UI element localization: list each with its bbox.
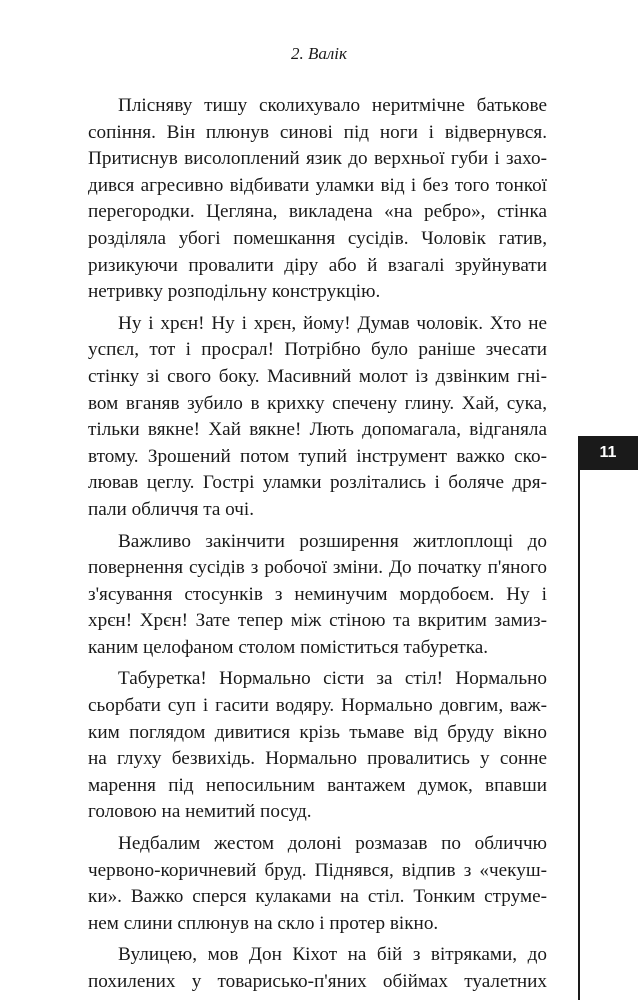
body-text: [88, 93, 547, 1001]
text-line: похилених у товарисько-п'яних обіймах туалетних: [88, 971, 547, 992]
text-line: дився агресивно відбивати уламки від і без того тонкої: [88, 174, 547, 196]
text-line: червоно-коричневий бруд. Піднявся, відпив з «чекуш-: [88, 859, 547, 881]
text-line: Притиснув висолоплений язик до верхньої губи і захо-: [88, 148, 547, 170]
text-line: тільки вякне! Хай вякне! Лють допомагала, відганяла: [88, 419, 547, 441]
text-line: нем слини сплюнув на скло і протер вікно.: [88, 912, 439, 934]
text-line: вом вганяв зубило в крихку спечену глину. Хай, сука,: [88, 392, 547, 414]
text-line: успєл, тот і просрал! Потрібно було раніше зчесати: [88, 339, 547, 361]
text-line: перегородки. Цегляна, викладена «на ребро», стінка: [88, 201, 547, 223]
text-line: лював цеглу. Гострі уламки розлітались і боляче дря-: [88, 472, 547, 494]
text-line: ким поглядом дивитися крізь тьмаве від бруду вікно: [88, 721, 547, 743]
running-header: 2. Валік: [291, 44, 347, 63]
paragraph: [88, 666, 547, 826]
text-line: Ну і хрєн! Ну і хрєн, йому! Думав чоловік. Хто не: [118, 312, 547, 334]
margin-rule: [578, 470, 580, 1000]
text-line: каним целофаном столом поміститься табуретка.: [88, 636, 489, 658]
text-line: ризикуючи провалити діру або й взагалі зруйнувати: [88, 254, 547, 276]
paragraph: [88, 529, 547, 662]
page-number: 11: [578, 436, 638, 470]
text-line: сьорбати суп і гасити водяру. Нормально довгим, важ-: [88, 695, 547, 717]
paragraph: [88, 311, 547, 524]
text-line: Вулицею, мов Дон Кіхот на бій з вітряками, до: [118, 944, 547, 966]
text-line: головою на немитий посуд.: [88, 801, 312, 823]
text-line: втому. Зрошений потом тупий інструмент важко ско-: [88, 445, 547, 467]
text-line: на глуху безвихідь. Нормально провалитись у сонне: [88, 748, 547, 770]
text-line: з'ясування стосунків з неминучим мордобоєм. Ну і: [88, 583, 547, 605]
text-line: Важливо закінчити розширення житлоплощі до: [118, 530, 547, 552]
text-line: хрєн! Хрєн! Зате тепер між стіною та вкритим замиз-: [88, 610, 547, 632]
text-line: Плісняву тишу сколихувало неритмічне батькове: [118, 95, 547, 116]
text-line: стінку зі свого боку. Масивний молот із дзвінким гні-: [88, 365, 547, 387]
paragraph: [88, 831, 547, 937]
text-line: повернення сусідів з робочої зміни. До початку п'яного: [88, 557, 547, 579]
text-line: Табуретка! Нормально сісти за стіл! Нормально: [118, 668, 547, 690]
text-line: Недбалим жестом долоні розмазав по обличчю: [118, 833, 547, 855]
text-line: нетривку розподільну конструкцію.: [88, 281, 381, 303]
text-line: пали обличчя та очі.: [88, 498, 255, 520]
text-line: ки». Важко сперся кулаками на стіл. Тонким струме-: [88, 886, 547, 908]
paragraph: [88, 942, 547, 995]
text-line: розділяла убогі помешкання сусідів. Чоловік гатив,: [88, 227, 547, 249]
text-line: марення під непосильним вантажем думок, впавши: [88, 774, 547, 796]
paragraph: [88, 93, 547, 306]
text-line: сопіння. Він плюнув синові під ноги і відвернувся.: [88, 121, 547, 143]
